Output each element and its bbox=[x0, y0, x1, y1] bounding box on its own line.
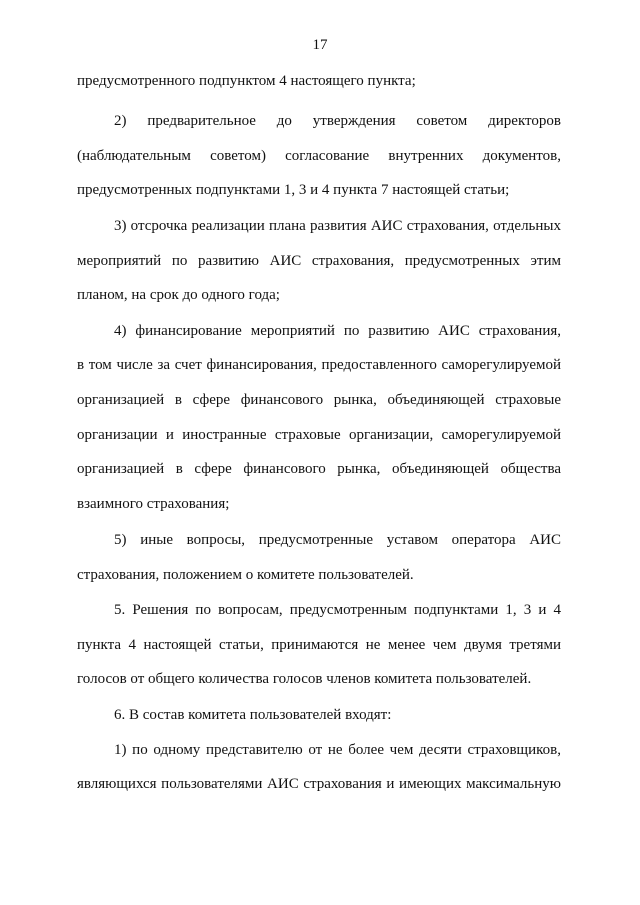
text-line: предусмотренного подпунктом 4 настоящего пункта; bbox=[77, 73, 416, 89]
text-line: 5) иные вопросы, предусмотренные уставом оператора АИС bbox=[114, 532, 561, 548]
text-line: организацией в сфере финансового рынка, объединяющей общества bbox=[77, 461, 561, 477]
page-number: 17 bbox=[312, 37, 328, 53]
text-line: мероприятий по развитию АИС страхования, предусмотренных этим bbox=[77, 253, 561, 269]
text-line: голосов от общего количества голосов членов комитета пользователей. bbox=[77, 671, 532, 687]
text-line: 4) финансирование мероприятий по развитию АИС страхования, bbox=[114, 323, 561, 339]
text-line: 6. В состав комитета пользователей входят: bbox=[114, 707, 392, 723]
text-line: взаимного страхования; bbox=[77, 496, 230, 512]
text-line: организацией в сфере финансового рынка, объединяющей страховые bbox=[77, 392, 561, 408]
text-line: предусмотренных подпунктами 1, 3 и 4 пункта 7 настоящей статьи; bbox=[77, 182, 510, 198]
text-line: являющихся пользователями АИС страхования и имеющих максимальную bbox=[77, 776, 561, 792]
text-line: в том числе за счет финансирования, предоставленного саморегулируемой bbox=[77, 357, 561, 373]
text-line: 1) по одному представителю от не более чем десяти страховщиков, bbox=[114, 742, 561, 758]
text-line: организации и иностранные страховые организации, саморегулируемой bbox=[77, 427, 561, 443]
text-line: пункта 4 настоящей статьи, принимаются не менее чем двумя третями bbox=[77, 637, 561, 653]
text-line: планом, на срок до одного года; bbox=[77, 287, 280, 303]
text-line: 5. Решения по вопросам, предусмотренным подпунктами 1, 3 и 4 bbox=[114, 602, 561, 618]
text-line: страхования, положением о комитете пользователей. bbox=[77, 567, 414, 583]
text-line: 3) отсрочка реализации плана развития АИС страхования, отдельных bbox=[114, 218, 561, 234]
text-line: (наблюдательным советом) согласование внутренних документов, bbox=[77, 148, 561, 164]
text-line: 2) предварительное до утверждения советом директоров bbox=[114, 113, 561, 129]
